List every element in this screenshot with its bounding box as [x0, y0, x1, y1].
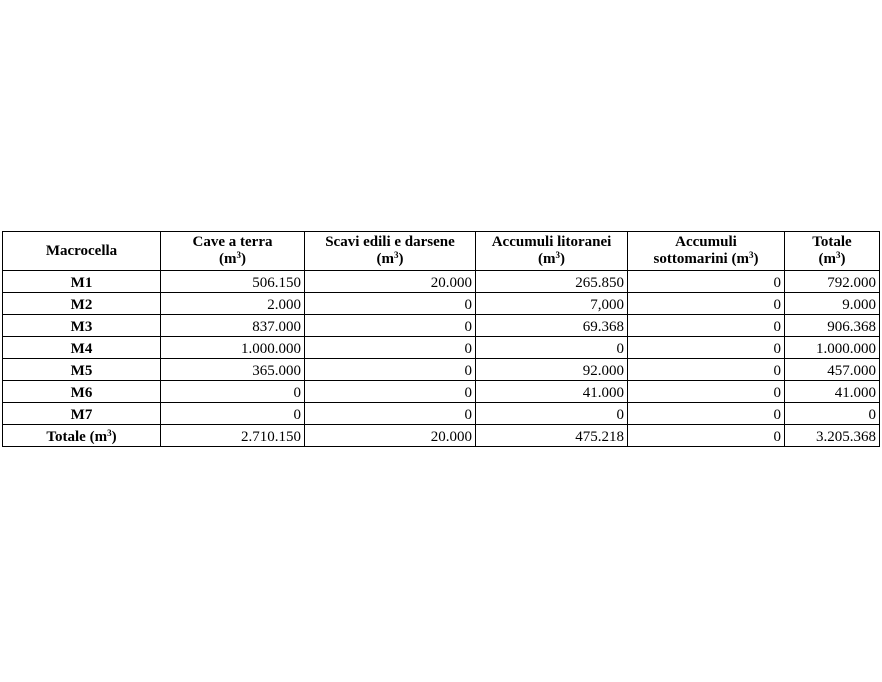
table-cell: 2.000 — [161, 293, 305, 315]
table-row — [3, 381, 880, 403]
total-cell: 475.218 — [476, 425, 628, 447]
row-label: M2 — [3, 293, 161, 315]
header-macrocella — [3, 232, 161, 271]
row-label: M1 — [3, 271, 161, 293]
table-cell: 0 — [628, 359, 785, 381]
header-scavi-edili — [305, 232, 476, 271]
table-cell: 0 — [305, 359, 476, 381]
table-cell: 0 — [628, 315, 785, 337]
header-macrocella-label: Macrocella — [45, 242, 118, 259]
total-cell: 0 — [628, 425, 785, 447]
table-cell: 69.368 — [476, 315, 628, 337]
table-row — [3, 293, 880, 315]
header-accumuli-litoranei — [476, 232, 628, 271]
table-cell: 265.850 — [476, 271, 628, 293]
table-cell: 457.000 — [785, 359, 880, 381]
table-cell: 0 — [476, 337, 628, 359]
table-cell: 41.000 — [785, 381, 880, 403]
header-totale-line1: Totale — [812, 234, 852, 250]
total-row-label: Totale $(m^3)$ — [3, 425, 161, 447]
table-cell: 0 — [785, 403, 880, 425]
total-cell: 3.205.368 — [785, 425, 880, 447]
table-row — [3, 359, 880, 381]
row-label: M5 — [3, 359, 161, 381]
header-row — [3, 232, 880, 271]
total-cell: 2.710.150 — [161, 425, 305, 447]
header-accumuli-litoranei-line1: Accumuli litoranei — [491, 234, 612, 250]
table-cell: 906.368 — [785, 315, 880, 337]
table-cell: 20.000 — [305, 271, 476, 293]
table-cell: 0 — [305, 315, 476, 337]
table-row — [3, 403, 880, 425]
table-row — [3, 337, 880, 359]
header-accumuli-sottomarini — [628, 232, 785, 271]
table-cell: 9.000 — [785, 293, 880, 315]
table-cell: 0 — [305, 337, 476, 359]
table-cell: 365.000 — [161, 359, 305, 381]
table-cell: 0 — [628, 293, 785, 315]
header-scavi-edili-unit: $(m^3)$ — [376, 250, 404, 267]
table-cell: 0 — [305, 381, 476, 403]
total-cell: 20.000 — [305, 425, 476, 447]
header-cave-a-terra-unit: $(m^3)$ — [219, 250, 246, 267]
table-cell: 792.000 — [785, 271, 880, 293]
header-accumuli-sottomarini-line1: Accumuli — [675, 234, 737, 250]
table-row — [3, 315, 880, 337]
header-accumuli-litoranei-unit: $(m^3)$ — [538, 250, 565, 267]
table-cell: 41.000 — [476, 381, 628, 403]
table-cell: 0 — [628, 271, 785, 293]
table-cell: 0 — [305, 293, 476, 315]
table-cell: 0 — [628, 403, 785, 425]
row-label: M3 — [3, 315, 161, 337]
table-cell: 837.000 — [161, 315, 305, 337]
header-scavi-edili-line1: Scavi edili e darsene — [325, 234, 455, 250]
table-cell: 1.000.000 — [785, 337, 880, 359]
table-cell: 506.150 — [161, 271, 305, 293]
table-row — [3, 271, 880, 293]
table-cell: 0 — [161, 403, 305, 425]
table-cell: 0 — [305, 403, 476, 425]
header-cave-a-terra — [161, 232, 305, 271]
row-label: M7 — [3, 403, 161, 425]
header-accumuli-sottomarini-unit: sottomarini $(m^3)$ — [653, 250, 759, 267]
table-cell: 0 — [476, 403, 628, 425]
row-label: M4 — [3, 337, 161, 359]
header-totale — [785, 232, 880, 271]
table-cell: 92.000 — [476, 359, 628, 381]
sediment-table — [2, 231, 880, 447]
table-cell: 1.000.000 — [161, 337, 305, 359]
header-cave-a-terra-line1: Cave a terra — [192, 234, 273, 250]
row-label: M6 — [3, 381, 161, 403]
table-cell: 0 — [161, 381, 305, 403]
table-cell: 7,000 — [476, 293, 628, 315]
header-totale-unit: $(m^3)$ — [818, 250, 846, 267]
table-cell: 0 — [628, 337, 785, 359]
total-row — [3, 425, 880, 447]
table-cell: 0 — [628, 381, 785, 403]
